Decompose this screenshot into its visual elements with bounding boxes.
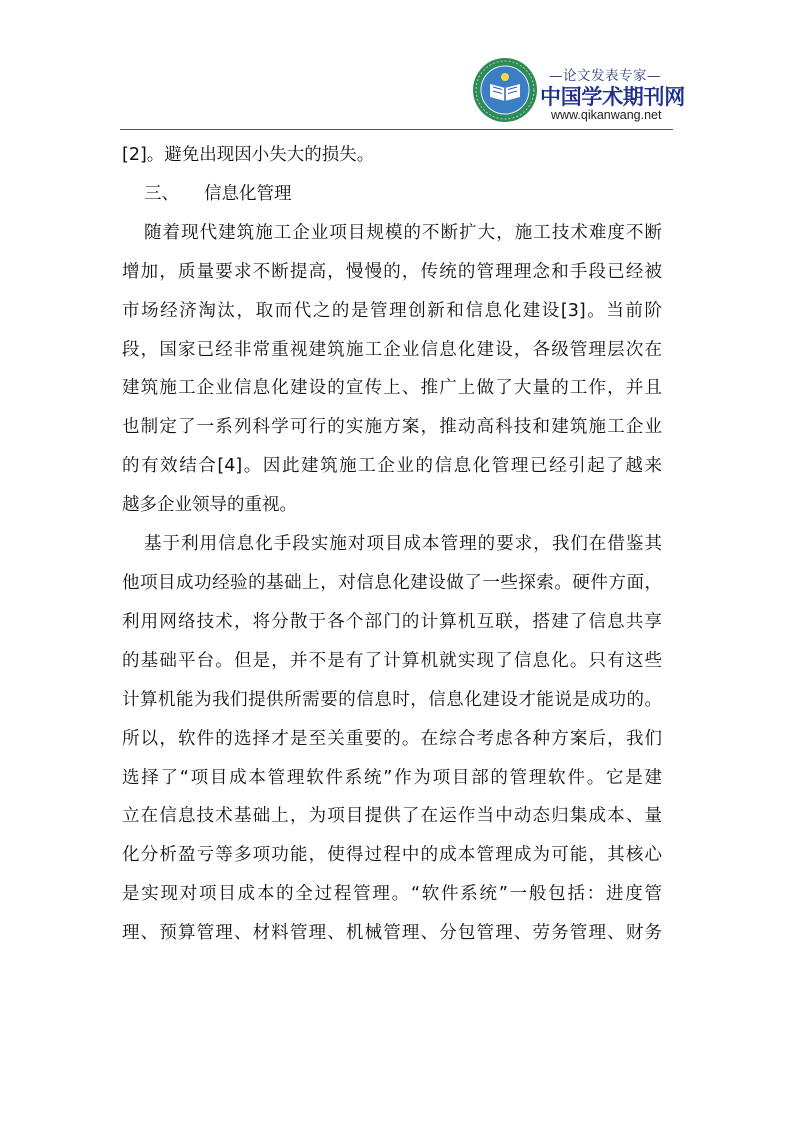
text-line: 段，国家已经非常重视建筑施工企业信息化建设，各级管理层次在 — [122, 339, 662, 360]
text-line: 随着现代建筑施工企业项目规模的不断扩大，施工技术难度不断 — [144, 222, 662, 243]
text-line: [2]。避免出现因小失大的损失。 — [122, 145, 375, 165]
text-line: 也制定了一系列科学可行的实施方案，推动高科技和建筑施工企业 — [122, 417, 662, 438]
text-line: 所以，软件的选择才是至关重要的。在综合考虑各种方案后，我们 — [122, 728, 662, 749]
text-line: 建筑施工企业信息化建设的宣传上、推广上做了大量的工作，并且 — [122, 378, 662, 399]
text-line: 基于利用信息化手段实施对项目成本管理的要求，我们在借鉴其 — [144, 534, 662, 555]
book-globe-logo-icon — [472, 57, 538, 123]
text-line: 越多企业领导的重视。 — [122, 495, 297, 516]
text-line: 化分析盈亏等多项功能，使得过程中的成本管理成为可能，其核心 — [122, 845, 662, 866]
paragraph-1 — [122, 214, 662, 525]
text-line: 选择了“项目成本管理软件系统”作为项目部的管理软件。它是建 — [122, 767, 662, 788]
section-title: 信息化管理 — [204, 183, 292, 204]
intro-tail-paragraph — [122, 136, 662, 175]
brand-url: www.qikanwang.net — [551, 108, 662, 122]
text-line: 他项目成功经验的基础上，对信息化建设做了一些探索。硬件方面， — [122, 572, 662, 593]
text-line: 理、预算管理、材料管理、机械管理、分包管理、劳务管理、财务 — [122, 923, 662, 944]
text-line: 计算机能为我们提供所需要的信息时，信息化建设才能说是成功的。 — [122, 689, 662, 710]
text-line: 利用网络技术，将分散于各个部门的计算机互联，搭建了信息共享 — [122, 611, 662, 632]
section-number: 三、 — [144, 183, 179, 204]
text-line: 的基础平台。但是，并不是有了计算机就实现了信息化。只有这些 — [122, 650, 662, 671]
page-header — [0, 0, 794, 132]
header-divider — [120, 129, 673, 130]
brand-name: 中国学术期刊网 — [540, 85, 685, 109]
section-heading — [122, 175, 662, 214]
logo-tagline: —论文发表专家— — [549, 68, 661, 84]
text-line: 增加，质量要求不断提高，慢慢的，传统的管理理念和手段已经被 — [122, 261, 662, 282]
text-line: 市场经济淘汰，取而代之的是管理创新和信息化建设[3]。当前阶 — [122, 300, 662, 321]
text-line: 的有效结合[4]。因此建筑施工企业的信息化管理已经引起了越来 — [122, 456, 662, 477]
text-line: 是实现对项目成本的全过程管理。“软件系统”一般包括：进度管 — [122, 884, 662, 905]
document-body — [122, 136, 662, 953]
paragraph-2 — [122, 525, 662, 953]
text-line: 立在信息技术基础上，为项目提供了在运作当中动态归集成本、量 — [122, 806, 662, 827]
